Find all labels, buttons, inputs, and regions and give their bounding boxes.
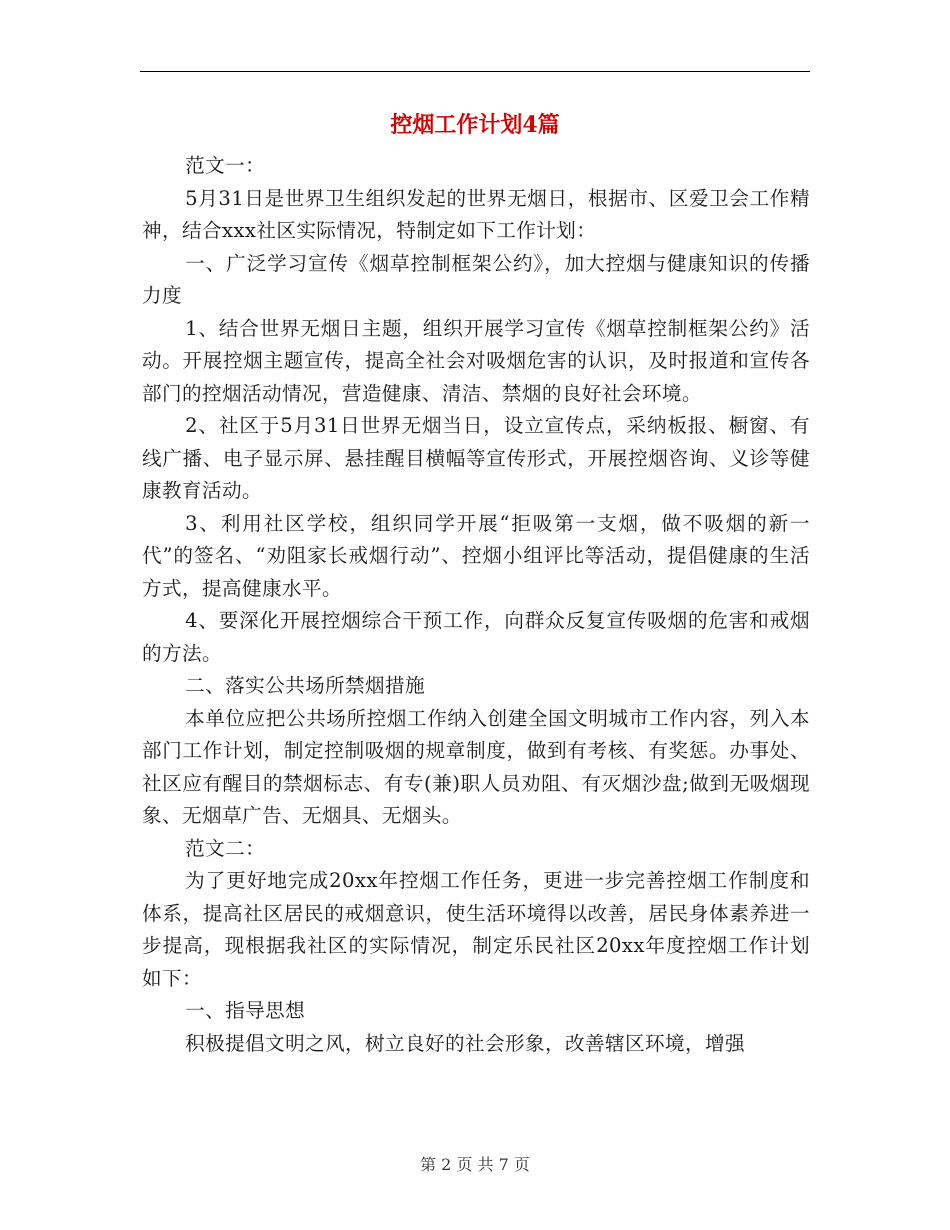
paragraph: 3、利用社区学校，组织同学开展“拒吸第一支烟，做不吸烟的新一代”的签名、“劝阻家长戒烟行动”、控烟小组评比等活动，提倡健康的生活方式，提高健康水平。 xyxy=(142,511,810,600)
header-rule xyxy=(140,71,810,72)
paragraph: 一、广泛学习宣传《烟草控制框架公约》，加大控烟与健康知识的传播力度 xyxy=(142,251,810,307)
paragraph: 本单位应把公共场所控烟工作纳入创建全国文明城市工作内容，列入本部门工作计划，制定控制吸烟的规章制度，做到有考核、有奖惩。办事处、社区应有醒目的禁烟标志、有专(兼)职人员劝阻、有灭烟沙盘;做到无吸烟现象、无烟草广告、无烟具、无烟头。 xyxy=(142,706,810,827)
document-title: 控烟工作计划4篇 xyxy=(390,112,560,138)
page-number-label: 第 2 页 共 7 页 xyxy=(420,1155,530,1174)
paragraph: 二、落实公共场所禁烟措施 xyxy=(185,674,426,697)
paragraph: 5月31日是世界卫生组织发起的世界无烟日，根据市、区爱卫会工作精神，结合xxx社区实际情况，特制定如下工作计划： xyxy=(142,186,810,242)
paragraph: 范文二： xyxy=(185,836,266,860)
paragraph: 2、社区于5月31日世界无烟当日，设立宣传点，采纳板报、橱窗、有线广播、电子显示屏、悬挂醒目横幅等宣传形式，开展控烟咨询、义诊等健康教育活动。 xyxy=(142,414,810,502)
paragraph: 1、结合世界无烟日主题，组织开展学习宣传《烟草控制框架公约》活动。开展控烟主题宣传，提高全社会对吸烟危害的认识，及时报道和宣传各部门的控烟活动情况，营造健康、清洁、禁烟的良好社会环境。 xyxy=(142,316,810,405)
paragraph: 4、要深化开展控烟综合干预工作，向群众反复宣传吸烟的危害和戒烟的方法。 xyxy=(142,609,810,665)
document-body xyxy=(142,150,810,1060)
paragraph: 范文一： xyxy=(185,154,266,177)
page-footer xyxy=(0,1153,950,1177)
paragraph: 一、指导思想 xyxy=(185,999,306,1022)
paragraph: 积极提倡文明之风，树立良好的社会形象，改善辖区环境，增强 xyxy=(185,1031,745,1055)
paragraph: 为了更好地完成20xx年控烟工作任务，更进一步完善控烟工作制度和体系，提高社区居民的戒烟意识，使生活环境得以改善，居民身体素养进一步提高，现根据我社区的实际情况，制定乐民社区20xx年度控烟工作计划如下： xyxy=(142,869,810,990)
